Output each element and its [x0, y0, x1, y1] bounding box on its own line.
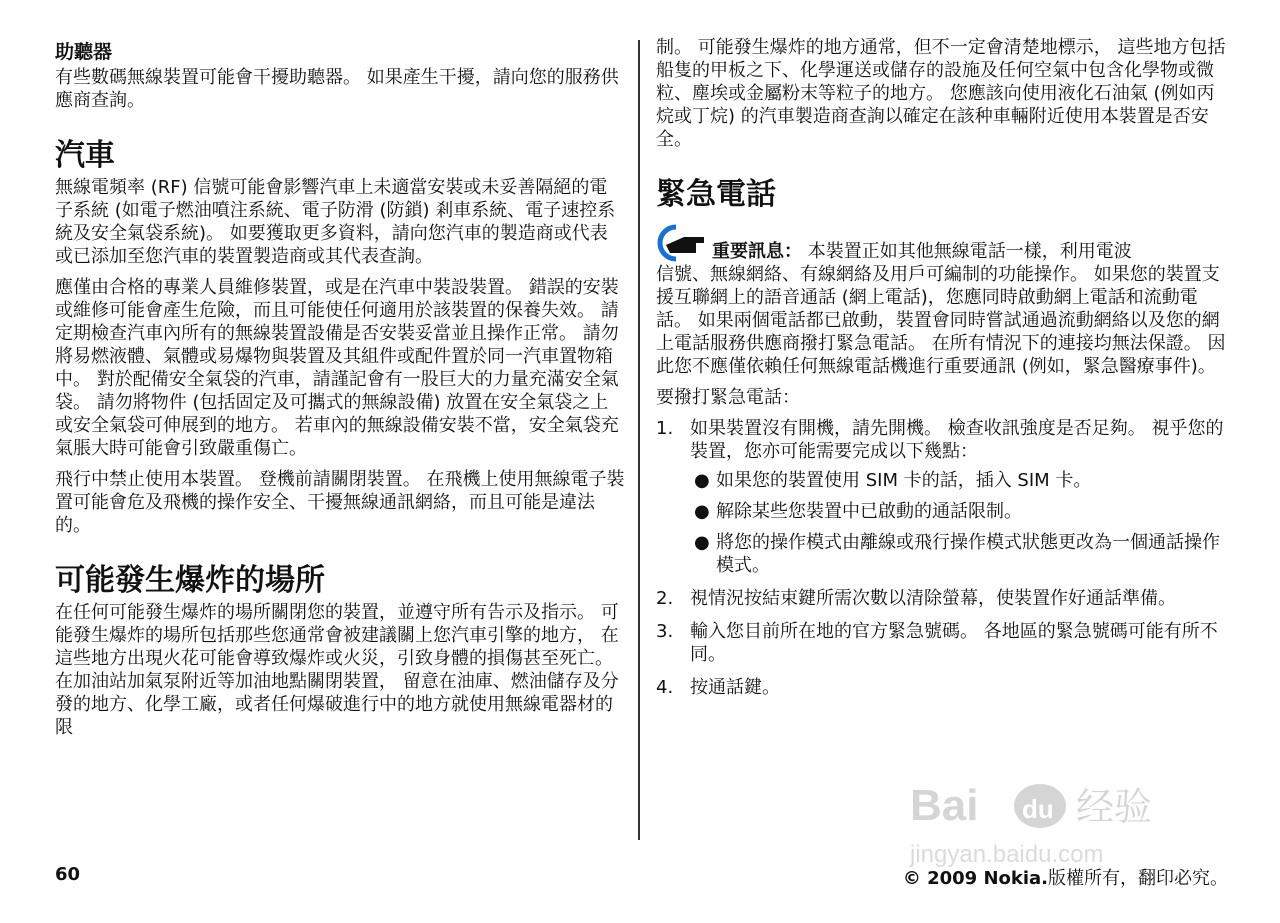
hand-pointer-icon [656, 223, 712, 263]
step-text: 如果裝置沒有開機，請先開機。 檢查收訊強度是否足夠。 視乎您的裝置，您亦可能需要完成以下幾點： [690, 418, 1224, 462]
step-item-2 [656, 587, 1226, 610]
right-column [656, 36, 1226, 709]
step-text: 輸入您目前所在地的官方緊急號碼。 各地區的緊急號碼可能有所不同。 [690, 621, 1218, 665]
bullet-text: 將您的操作模式由離線或飛行操作模式狀態更改為一個通話操作模式。 [716, 532, 1220, 576]
bullet-text: 如果您的裝置使用 SIM 卡的話，插入 SIM 卡。 [716, 470, 1092, 491]
step-1-bullets [690, 469, 1226, 577]
note-text: 信號、無線網絡、有線網絡及用戶可編制的功能操作。 如果您的裝置支援互聯網上的語音通話 (網上電話)，您應同時啟動網上電話和流動電話。 如果兩個電話都已啟動，裝置會同時嘗試通過流動網絡以及您的網上電話服務供應商撥打緊急電話。 在所有情況下的連接均無法保證。 因此您不應僅依賴任何無線電話機進行重要通訊 (例如，緊急醫療事件)。 [656, 264, 1226, 377]
bullet-item-3 [690, 531, 1226, 577]
copyright-brand: © 2009 Nokia. [902, 868, 1048, 889]
step-item-1 [656, 417, 1226, 577]
important-note [656, 223, 1226, 263]
step-item-4 [656, 676, 1226, 699]
bullet-item-2 [690, 500, 1226, 523]
explosive-paragraph-1: 在任何可能發生爆炸的場所關閉您的裝置，並遵守所有告示及指示。 可能發生爆炸的場所包括那些您通常會被建議關上您汽車引擎的地方， 在這些地方出現火花可能會導致爆炸或火災，引致身體的損傷甚至死亡。 在加油站加氣泵附近等加油地點關閉裝置， 留意在油庫、燃油儲存及分發的地方、化學工廠，或者任何爆破進行中的地方就使用無線電器材的限 [55, 602, 619, 738]
section-title-hearing-aids: 助聽器 [55, 41, 113, 63]
explosive-paragraph-continued: 制。 可能發生爆炸的地方通常，但不一定會清楚地標示， 這些地方包括船隻的甲板之下、化學運送或儲存的設施及任何空氣中包含化學物或微粒、塵埃或金屬粉末等粒子的地方。 您應該向使用液化石油氣 (例如丙烷或丁烷) 的汽車製造商查詢以確定在該种車輛附近使用本裝置是否安全。 [656, 37, 1226, 150]
vehicles-paragraph-3: 飛行中禁止使用本裝置。 登機前請關閉裝置。 在飛機上使用無線電子裝置可能會危及飛機的操作安全、干擾無線通訊網絡，而且可能是違法的。 [55, 469, 625, 536]
watermark-brand: Bai [910, 781, 979, 830]
note-label: 重要訊息： [712, 241, 802, 262]
watermark-url: jingyan.baidu.com [910, 841, 1104, 868]
emergency-steps [656, 417, 1226, 699]
bullet-text: 解除某些您裝置中已啟動的通話限制。 [716, 501, 1022, 522]
vehicles-paragraph-1: 無線電頻率 (RF) 信號可能會影響汽車上未適當安裝或未妥善隔絕的電子系統 (如電子燃油噴注系統、電子防滑 (防鎖) 剎車系統、電子速控系統及安全氣袋系統)。 如要獲取更多資料，請向您汽車的製造商或代表或已添加至您汽車的裝置製造商或其代表查詢。 [55, 177, 616, 267]
step-number: 4. [656, 677, 674, 698]
section-title-explosive: 可能發生爆炸的場所 [55, 563, 325, 598]
hearing-aids-text: 有些數碼無線裝置可能會干擾助聽器。 如果產生干擾，請向您的服務供應商查詢。 [55, 67, 619, 111]
left-column [55, 36, 625, 739]
bullet-icon: ● [694, 532, 710, 553]
section-title-emergency: 緊急電話 [656, 177, 776, 212]
vehicles-paragraph-2: 應僅由合格的專業人員維修裝置，或是在汽車中裝設裝置。 錯誤的安裝或維修可能會產生危險，而且可能使任何適用於該裝置的保養失效。 請定期檢查汽車內所有的無線裝置設備是否安裝妥當並且操作正常。 請勿將易燃液體、氣體或易爆物與裝置及其組件或配件置於同一汽車置物箱中。 對於配備安全氣袋的汽車，請謹記會有一股巨大的力量充滿安全氣袋。 請勿將物件 (包括固定及可攜式的無線設備) 放置在安全氣袋之上或安全氣袋可伸展到的地方。 若車內的無線設備安裝不當，安全氣袋充氣脹大時可能會引致嚴重傷亡。 [55, 277, 619, 459]
step-number: 2. [656, 588, 674, 609]
step-text: 視情況按結束鍵所需次數以清除螢幕，使裝置作好通話準備。 [690, 588, 1176, 609]
bullet-icon: ● [694, 470, 710, 491]
emergency-intro: 要撥打緊急電話： [656, 387, 800, 408]
copyright-rest: 版權所有，翻印必究。 [1048, 868, 1228, 889]
step-number: 1. [656, 418, 674, 439]
bullet-item-1 [690, 469, 1226, 492]
note-first-line: 本裝置正如其他無線電話一樣，利用電波 [802, 241, 1132, 262]
step-item-3 [656, 620, 1226, 666]
step-text: 按通話鍵。 [690, 677, 780, 698]
baidu-watermark [900, 770, 1200, 870]
step-number: 3. [656, 621, 674, 642]
watermark-jingyan: 经验 [1076, 785, 1153, 829]
watermark-du: du [1022, 794, 1054, 824]
section-title-vehicles: 汽車 [55, 138, 115, 173]
bullet-icon: ● [694, 501, 710, 522]
column-divider [638, 40, 640, 840]
copyright [903, 864, 1228, 890]
page-number: 60 [55, 864, 81, 885]
